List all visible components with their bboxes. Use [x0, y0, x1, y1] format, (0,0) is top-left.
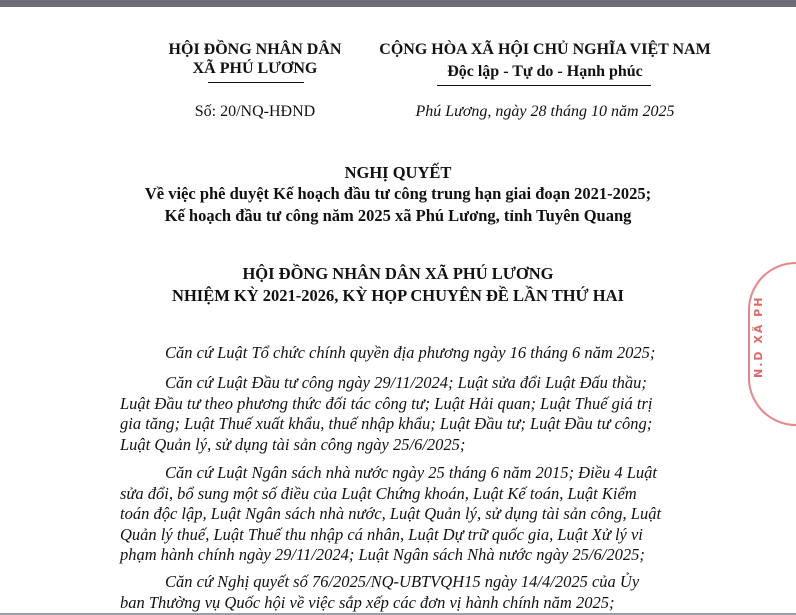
document-page	[0, 7, 796, 613]
motto-underline	[437, 85, 651, 86]
preamble-paragraph-3	[120, 463, 685, 566]
seal-text: N.D XÃ PH	[752, 295, 765, 379]
preamble-line: toán độc lập, Luật Ngân sách nhà nước, Luật Quản lý, sử dụng tài sản công, Luật	[120, 504, 662, 523]
place-and-date: Phú Lương, ngày 28 tháng 10 năm 2025	[415, 103, 675, 120]
preamble-line: ban Thường vụ Quốc hội về việc sắp xếp các đơn vị hành chính năm 2025;	[120, 592, 615, 612]
preamble-line: Căn cứ Luật Ngân sách nhà nước ngày 25 tháng 6 năm 2015; Điều 4 Luật	[165, 463, 657, 482]
issuer-line-1: HỘI ĐỒNG NHÂN DÂN XÃ PHÚ LƯƠNG	[242, 264, 554, 283]
council-name-line2: XÃ PHÚ LƯƠNG	[192, 60, 318, 77]
preamble-line: Luật Đầu tư theo phương thức đối tác công tư; Luật Hải quan; Luật Thuế giá trị	[120, 393, 653, 413]
preamble-line: sửa đổi, bổ sung một số điều của Luật Chứng khoán, Luật Kế toán, Luật Kiểm	[120, 483, 637, 503]
national-title: CỘNG HÒA XÃ HỘI CHỦ NGHĨA VIỆT NAM	[379, 41, 711, 58]
council-underline	[208, 82, 304, 83]
subject-line-1: Về việc phê duyệt Kế hoạch đầu tư công trung hạn giai đoạn 2021-2025;	[144, 184, 652, 203]
preamble-paragraph-2	[120, 373, 685, 455]
preamble-paragraph-4	[120, 572, 685, 613]
preamble-line: Căn cứ Luật Đầu tư công ngày 29/11/2024; Luật sửa đổi Luật Đấu thầu;	[165, 373, 647, 392]
window-top-bar	[0, 0, 796, 7]
preamble-line: gia tăng; Luật Thuế xuất khẩu, thuế nhập khẩu; Luật Đầu tư; Luật Đầu tư công;	[120, 414, 653, 433]
subject-line-2: Kế hoạch đầu tư công năm 2025 xã Phú Lương, tỉnh Tuyên Quang	[164, 206, 632, 225]
national-motto: Độc lập - Tự do - Hạnh phúc	[447, 63, 643, 80]
preamble-line: Căn cứ Nghị quyết số 76/2025/NQ-UBTVQH15 ngày 14/4/2025 của Ủy	[165, 572, 640, 591]
document-type: NGHỊ QUYẾT	[344, 163, 452, 182]
preamble-line: Quản lý thuế, Luật Thuế thu nhập cá nhân, Luật Dự trữ quốc gia, Luật Xử lý vi	[120, 524, 643, 544]
preamble-line: Luật Quản lý, sử dụng tài sản công ngày 25/6/2025;	[120, 434, 466, 454]
preamble-paragraph-1	[120, 343, 685, 364]
council-name-line1: HỘI ĐỒNG NHÂN DÂN	[168, 41, 342, 58]
issuer-line-2: NHIỆM KỲ 2021-2026, KỲ HỌP CHUYÊN ĐỀ LẦN THỨ HAI	[172, 286, 624, 305]
preamble-line: phạm hành chính ngày 29/11/2024; Luật Ngân sách Nhà nước ngày 25/6/2025;	[120, 545, 645, 564]
preamble-line: Căn cứ Luật Tổ chức chính quyền địa phương ngày 16 tháng 6 năm 2025;	[165, 343, 656, 362]
document-number: Số: 20/NQ-HĐND	[194, 103, 316, 120]
